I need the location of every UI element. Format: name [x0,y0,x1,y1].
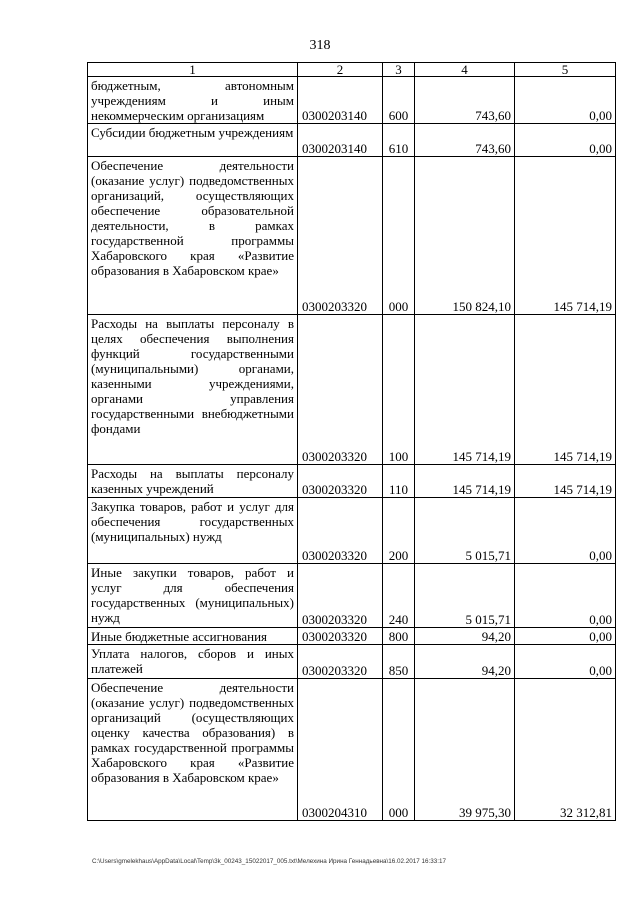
row-vr: 800 [383,628,415,645]
row-vr: 850 [383,645,415,679]
row-amount-1: 743,60 [415,124,515,157]
table-header-row [88,63,616,77]
row-description: Уплата налогов, сборов и иных платежей [88,645,298,679]
row-vr: 200 [383,498,415,564]
row-code: 0300203320 [298,628,383,645]
row-amount-2: 0,00 [515,77,616,124]
row-amount-2: 145 714,19 [515,315,616,465]
row-code: 0300203320 [298,564,383,628]
header-cell: 1 [88,63,298,77]
row-vr: 240 [383,564,415,628]
row-code: 0300204310 [298,679,383,821]
row-amount-1: 94,20 [415,628,515,645]
budget-table [87,62,616,821]
row-description: Субсидии бюджетным учреждениям [88,124,298,157]
row-vr: 100 [383,315,415,465]
row-amount-2: 0,00 [515,498,616,564]
row-code: 0300203320 [298,645,383,679]
row-amount-1: 150 824,10 [415,157,515,315]
row-code: 0300203320 [298,465,383,498]
row-description: бюджетным, автономным учреждениям и иным некоммерческим организациям [88,77,298,124]
row-amount-1: 5 015,71 [415,498,515,564]
row-amount-2: 0,00 [515,124,616,157]
row-code: 0300203140 [298,124,383,157]
table-row [88,564,616,628]
table-row [88,157,616,315]
table-row [88,498,616,564]
file-path-footer: C:\Users\gmelekhaus\AppData\Local\Temp\3k_00243_15022017_005.txt\Мелехина Ирина Геннадьевна\16.02.2017 16:33:17 [92,858,447,865]
row-amount-2: 145 714,19 [515,157,616,315]
row-amount-2: 0,00 [515,564,616,628]
header-cell: 4 [415,63,515,77]
table-row [88,645,616,679]
row-description: Обеспечение деятельности (оказание услуг) подведомственных организаций (осуществляющих оценку качества образования) в рамках государственной программы Хабаровского края «Развитие образования в Хабаровском крае» [88,679,298,821]
row-code: 0300203140 [298,77,383,124]
row-amount-2: 32 312,81 [515,679,616,821]
row-vr: 000 [383,157,415,315]
row-description: Иные закупки товаров, работ и услуг для обеспечения государственных (муниципальных) нужд [88,564,298,628]
row-amount-1: 145 714,19 [415,465,515,498]
row-code: 0300203320 [298,498,383,564]
row-description: Закупка товаров, работ и услуг для обеспечения государственных (муниципальных) нужд [88,498,298,564]
row-description: Обеспечение деятельности (оказание услуг) подведомственных организаций, осуществляющих обеспечение образовательной деятельности, в рамках государственной программы Хабаровского края «Развитие образования в Хабаровском крае» [88,157,298,315]
table-row [88,465,616,498]
header-cell: 5 [515,63,616,77]
row-vr: 600 [383,77,415,124]
row-amount-2: 0,00 [515,645,616,679]
row-description: Расходы на выплаты персоналу в целях обеспечения выполнения функций государственными (муниципальными) органами, казенными учреждениями, органами управления государственными внебюджетными фондами [88,315,298,465]
table-row [88,628,616,645]
header-cell: 2 [298,63,383,77]
row-amount-2: 145 714,19 [515,465,616,498]
row-description: Иные бюджетные ассигнования [88,628,298,645]
row-amount-1: 743,60 [415,77,515,124]
row-amount-1: 39 975,30 [415,679,515,821]
table-row [88,679,616,821]
row-amount-2: 0,00 [515,628,616,645]
row-vr: 110 [383,465,415,498]
table-row [88,124,616,157]
row-vr: 610 [383,124,415,157]
row-vr: 000 [383,679,415,821]
table-row [88,315,616,465]
header-cell: 3 [383,63,415,77]
table-row [88,77,616,124]
row-code: 0300203320 [298,157,383,315]
row-description: Расходы на выплаты персоналу казенных учреждений [88,465,298,498]
row-amount-1: 94,20 [415,645,515,679]
row-code: 0300203320 [298,315,383,465]
row-amount-1: 5 015,71 [415,564,515,628]
row-amount-1: 145 714,19 [415,315,515,465]
page-number: 318 [309,38,331,53]
